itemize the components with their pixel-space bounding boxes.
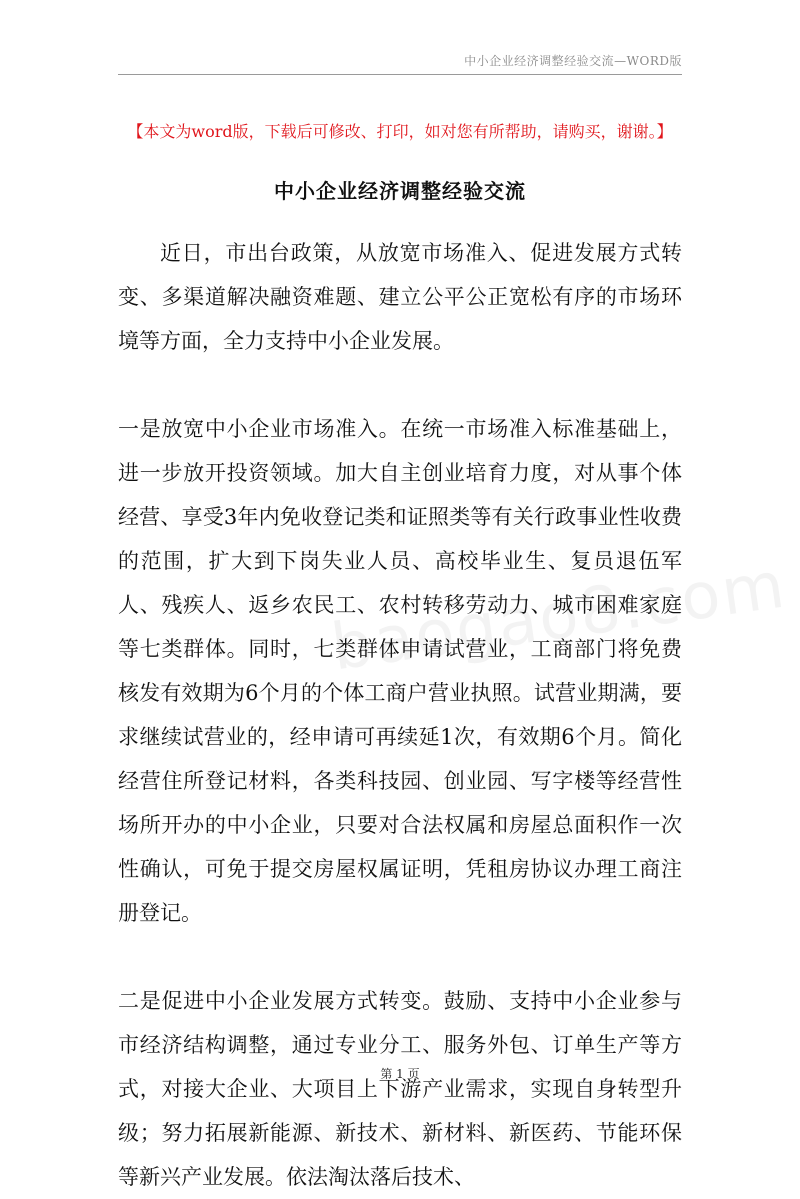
paragraph-development-mode: 二是促进中小企业发展方式转变。鼓励、支持中小企业参与市经济结构调整，通过专业分工、服务外包、订单生产等方式，对接大企业、大项目上下游产业需求，实现自身转型升级；努力拓展新能源、新技术、新材料、新医药、节能环保等新兴产业发展。依法淘汰落后技术、	[118, 989, 682, 1189]
document-body	[118, 231, 682, 1199]
page-number: 第 1 页	[380, 1067, 420, 1081]
paragraph-spacer	[118, 935, 682, 979]
download-notice: 【本文为word版，下载后可修改、打印，如对您有所帮助，请购买，谢谢。】	[127, 122, 673, 141]
running-header-title: 中小企业经济调整经验交流—WORD版	[464, 54, 682, 68]
paragraph-intro: 近日，市出台政策，从放宽市场准入、促进发展方式转变、多渠道解决融资难题、建立公平公正宽松有序的市场环境等方面，全力支持中小企业发展。	[118, 241, 682, 353]
paragraph-market-access: 一是放宽中小企业市场准入。在统一市场准入标准基础上，进一步放开投资领域。加大自主创业培育力度，对从事个体经营、享受3年内免收登记类和证照类等有关行政事业性收费的范围，扩大到下岗失业人员、高校毕业生、复员退伍军人、残疾人、返乡农民工、农村转移劳动力、城市困难家庭等七类群体。同时，七类群体申请试营业，工商部门将免费核发有效期为6个月的个体工商户营业执照。试营业期满，要求继续试营业的，经申请可再续延1次，有效期6个月。简化经营住所登记材料，各类科技园、创业园、写字楼等经营性场所开办的中小企业，只要对合法权属和房屋总面积作一次性确认，可免于提交房屋权属证明，凭租房协议办理工商注册登记。	[118, 417, 682, 925]
paragraph-spacer	[118, 363, 682, 407]
header-divider	[118, 74, 682, 75]
document-title: 中小企业经济调整经验交流	[274, 179, 526, 203]
